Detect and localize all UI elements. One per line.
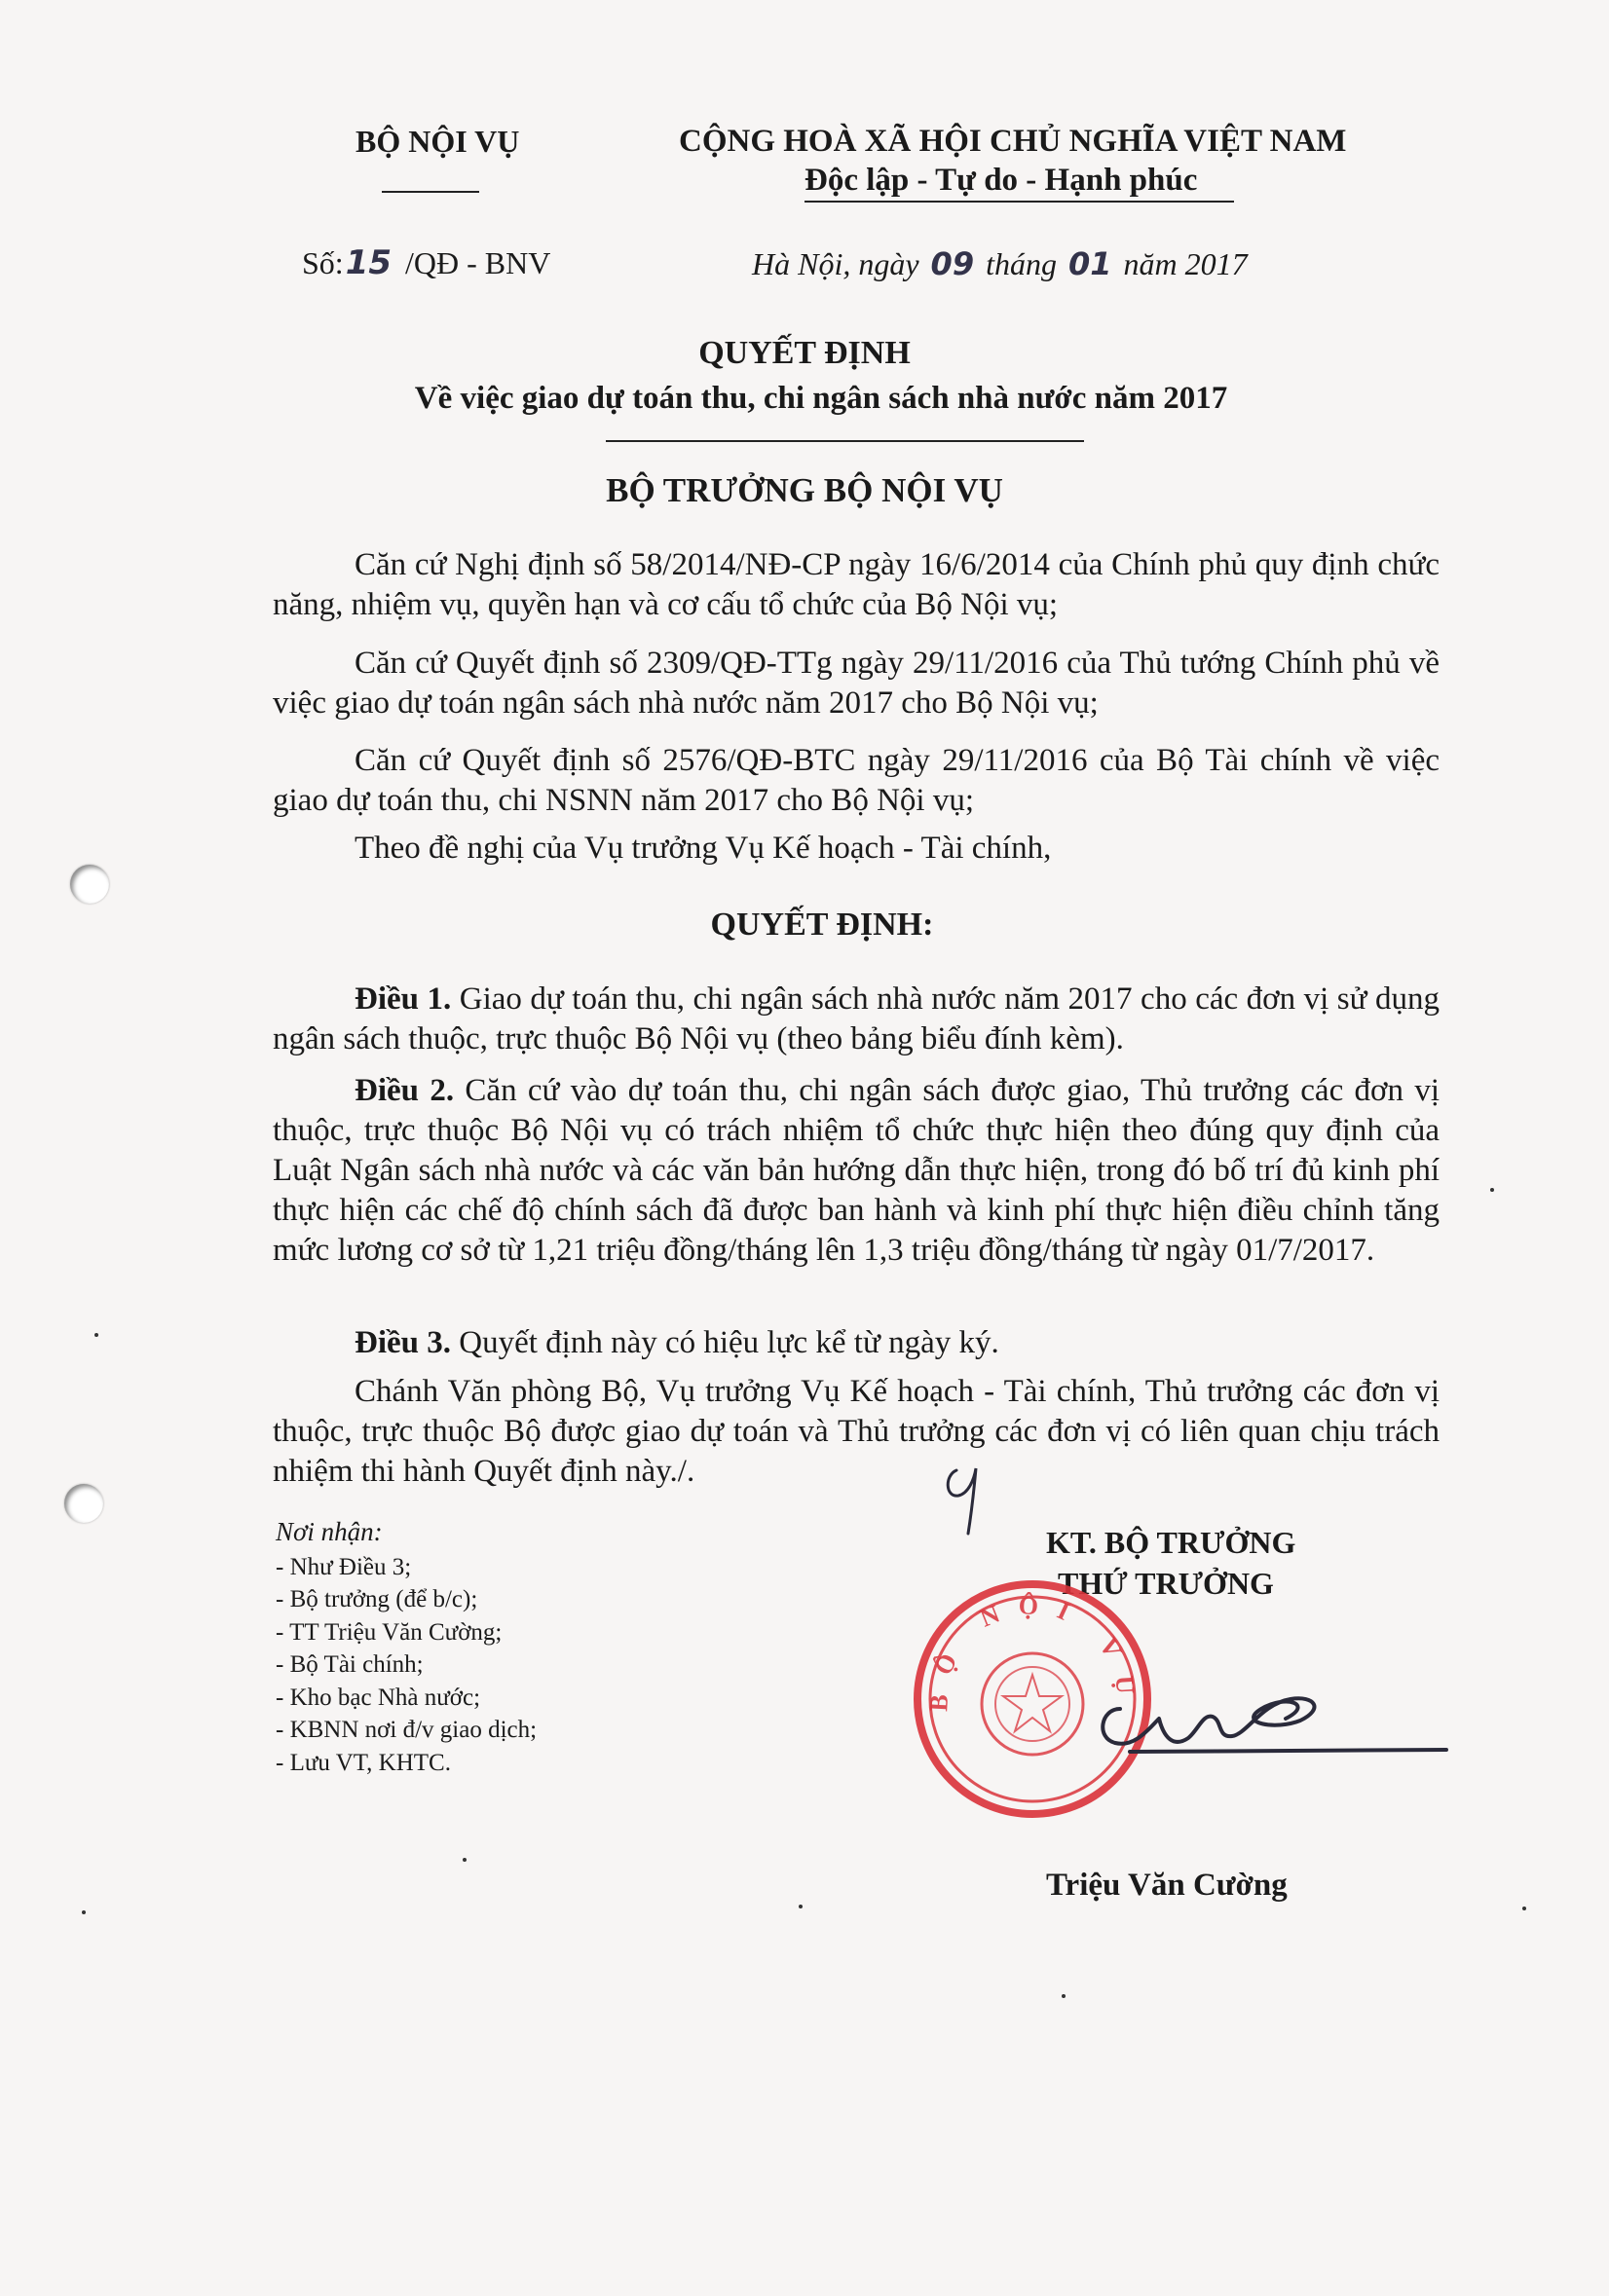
- article-3: [273, 1323, 1440, 1363]
- handwritten-initial: [935, 1451, 993, 1538]
- date-month-handwritten: 01: [1067, 245, 1112, 282]
- preamble-proposal: Theo đề nghị của Vụ trưởng Vụ Kế hoạch - Tài chính,: [355, 831, 1052, 866]
- recipient-item: - Lưu VT, KHTC.: [276, 1749, 451, 1776]
- punch-hole-top: [70, 865, 109, 904]
- decision-heading: QUYẾT ĐỊNH:: [710, 907, 934, 943]
- scan-speck: [1062, 1994, 1066, 1998]
- motto: Độc lập - Tự do - Hạnh phúc: [804, 163, 1198, 198]
- article-3-label: Điều 3.: [355, 1325, 451, 1360]
- title-separator: [606, 440, 1084, 442]
- article-3-text: Quyết định này có hiệu lực kể từ ngày ký.: [459, 1325, 999, 1360]
- preamble-basis-2: Căn cứ Quyết định số 2309/QĐ-TTg ngày 29/11/2016 của Thủ tướng Chính phủ về việc giao dự toán ngân sách nhà nước năm 2017 cho Bộ Nội vụ;: [273, 646, 1440, 721]
- signer-title: THỨ TRƯỞNG: [1058, 1566, 1274, 1601]
- number-handwritten: 15: [345, 243, 393, 282]
- preamble-basis-1: Căn cứ Nghị định số 58/2014/NĐ-CP ngày 16/6/2014 của Chính phủ quy định chức năng, nhiệm vụ, quyền hạn và cơ cấu tổ chức của Bộ Nội vụ;: [273, 547, 1440, 622]
- number-suffix: /QĐ - BNV: [405, 245, 551, 280]
- article-1-label: Điều 1.: [355, 981, 452, 1017]
- handwritten-signature: [1091, 1670, 1461, 1777]
- recipients-list: [276, 1551, 537, 1780]
- signer-authority: KT. BỘ TRƯỞNG: [1046, 1525, 1296, 1560]
- number-prefix: Số:: [302, 245, 344, 280]
- decision-subtitle: Về việc giao dự toán thu, chi ngân sách nhà nước năm 2017: [414, 381, 1228, 416]
- ministry-underline: [382, 191, 479, 193]
- recipient-item: - Bộ Tài chính;: [276, 1651, 424, 1678]
- date-month-label: tháng: [986, 246, 1057, 281]
- article-2: [273, 1071, 1440, 1271]
- signer-name: Triệu Văn Cường: [1046, 1868, 1288, 1903]
- scan-speck: [463, 1858, 467, 1862]
- article-2-text: Căn cứ vào dự toán thu, chi ngân sách được giao, Thủ trưởng các đơn vị thuộc, trực thuộc Bộ Nội vụ có trách nhiệm tổ chức thực hiện theo đúng quy định của Luật Ngân sách nhà nước và các văn bản hướng dẫn thực hiện, trong đó bố trí đủ kinh phí thực hiện các chế độ chính sách đã được ban hành và kinh phí thực hiện điều chỉnh tăng mức lương cơ sở từ 1,21 triệu đồng/tháng lên 1,3 triệu đồng/tháng từ ngày 01/7/2017.: [273, 1073, 1440, 1268]
- date-prefix: Hà Nội, ngày: [752, 246, 919, 281]
- svg-text:BỘ NỘI VỤ: BỘ NỘI VỤ: [924, 1591, 1141, 1713]
- recipient-item: - TT Triệu Văn Cường;: [276, 1618, 503, 1646]
- article-1: [273, 980, 1440, 1059]
- recipient-item: - Bộ trưởng (để b/c);: [276, 1586, 478, 1612]
- scan-speck: [1522, 1907, 1526, 1910]
- article-1-text: Giao dự toán thu, chi ngân sách nhà nước năm 2017 cho các đơn vị sử dụng ngân sách thuộc, trực thuộc Bộ Nội vụ (theo bảng biểu đính kèm).: [273, 981, 1440, 1056]
- decision-title: QUYẾT ĐỊNH: [698, 335, 911, 371]
- document-number: [302, 243, 550, 282]
- recipient-item: - Như Điều 3;: [276, 1553, 412, 1580]
- authority-heading: BỘ TRƯỞNG BỘ NỘI VỤ: [606, 471, 1003, 509]
- scan-speck: [799, 1905, 803, 1908]
- scan-speck: [82, 1910, 86, 1914]
- closing-paragraph: Chánh Văn phòng Bộ, Vụ trưởng Vụ Kế hoạch - Tài chính, Thủ trưởng các đơn vị thuộc, trực thuộc Bộ được giao dự toán và Thủ trưởng các đơn vị có liên quan chịu trách nhiệm thi hành Quyết định này./.: [273, 1374, 1440, 1489]
- recipient-item: - Kho bạc Nhà nước;: [276, 1684, 481, 1711]
- recipient-item: - KBNN nơi đ/v giao dịch;: [276, 1717, 538, 1743]
- country-name: CỘNG HOÀ XÃ HỘI CHỦ NGHĨA VIỆT NAM: [679, 124, 1347, 159]
- recipients-block: [276, 1516, 537, 1779]
- scan-speck: [94, 1333, 98, 1337]
- article-2-label: Điều 2.: [355, 1073, 455, 1108]
- ministry-name: BỘ NỘI VỤ: [355, 124, 520, 159]
- preamble-basis-3: Căn cứ Quyết định số 2576/QĐ-BTC ngày 29/11/2016 của Bộ Tài chính về việc giao dự toán thu, chi NSNN năm 2017 cho Bộ Nội vụ;: [273, 743, 1440, 818]
- scan-speck: [1490, 1188, 1494, 1192]
- punch-hole-bottom: [64, 1484, 103, 1523]
- date-year: năm 2017: [1123, 246, 1248, 281]
- recipients-title: Nơi nhận:: [276, 1517, 383, 1546]
- motto-underline: [804, 201, 1234, 203]
- date-day-handwritten: 09: [930, 245, 975, 282]
- issue-date: [752, 245, 1248, 282]
